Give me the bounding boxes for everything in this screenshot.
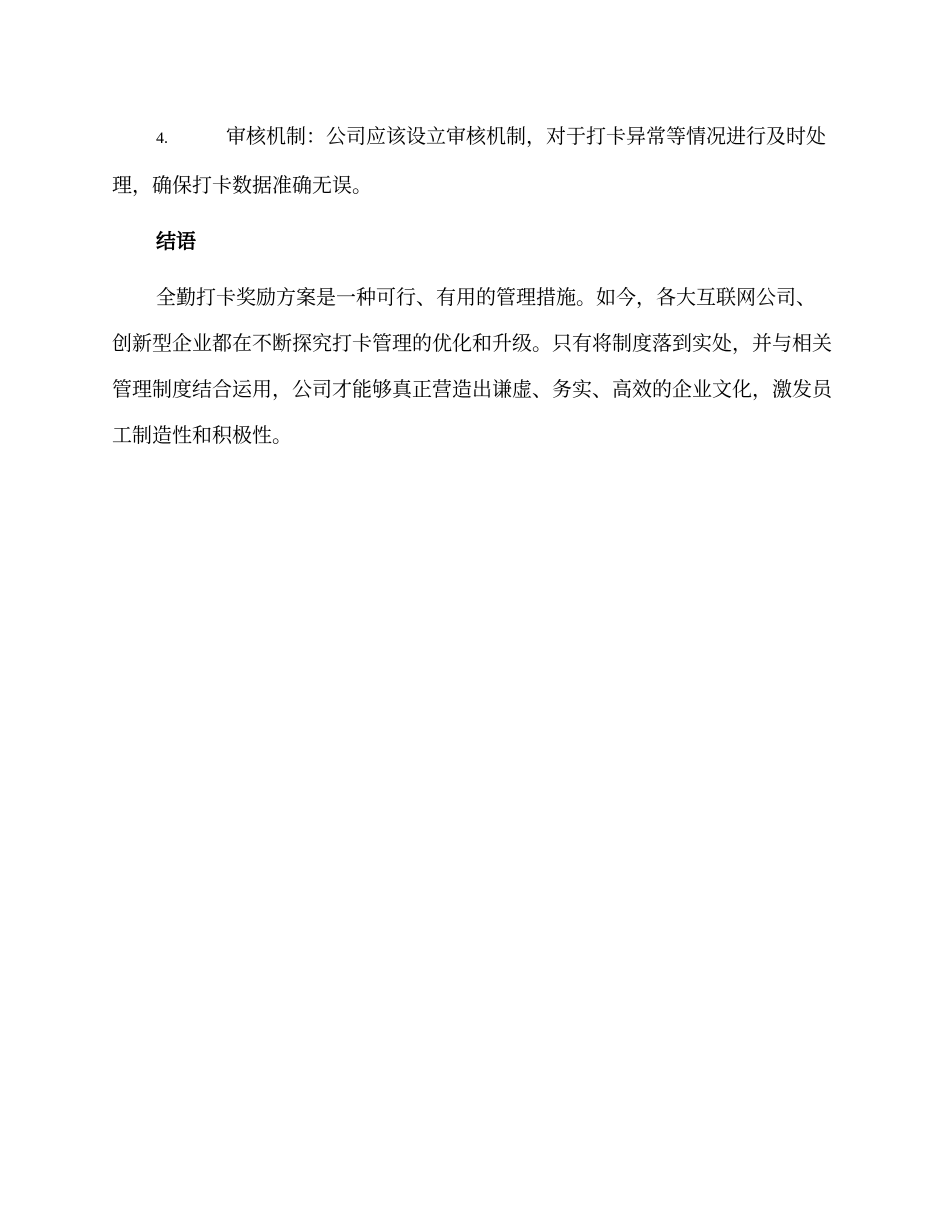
list-item-number: 4. xyxy=(156,130,168,147)
list-item-text: 审核机制：公司应该设立审核机制，对于打卡异常等情况进行及时处理，确保打卡数据准确无误。 xyxy=(112,124,826,197)
section-heading: 结语 xyxy=(156,229,196,253)
conclusion-paragraph: 全勤打卡奖励方案是一种可行、有用的管理措施。如今，各大互联网公司、创新型企业都在不断探究打卡管理的优化和升级。只有将制度落到实处，并与相关管理制度结合运用，公司才能够真正营造出谦虚、务实、高效的企业文化，激发员工制造性和积极性。 xyxy=(112,285,832,447)
numbered-list-item xyxy=(112,113,834,208)
document-body xyxy=(112,113,834,458)
